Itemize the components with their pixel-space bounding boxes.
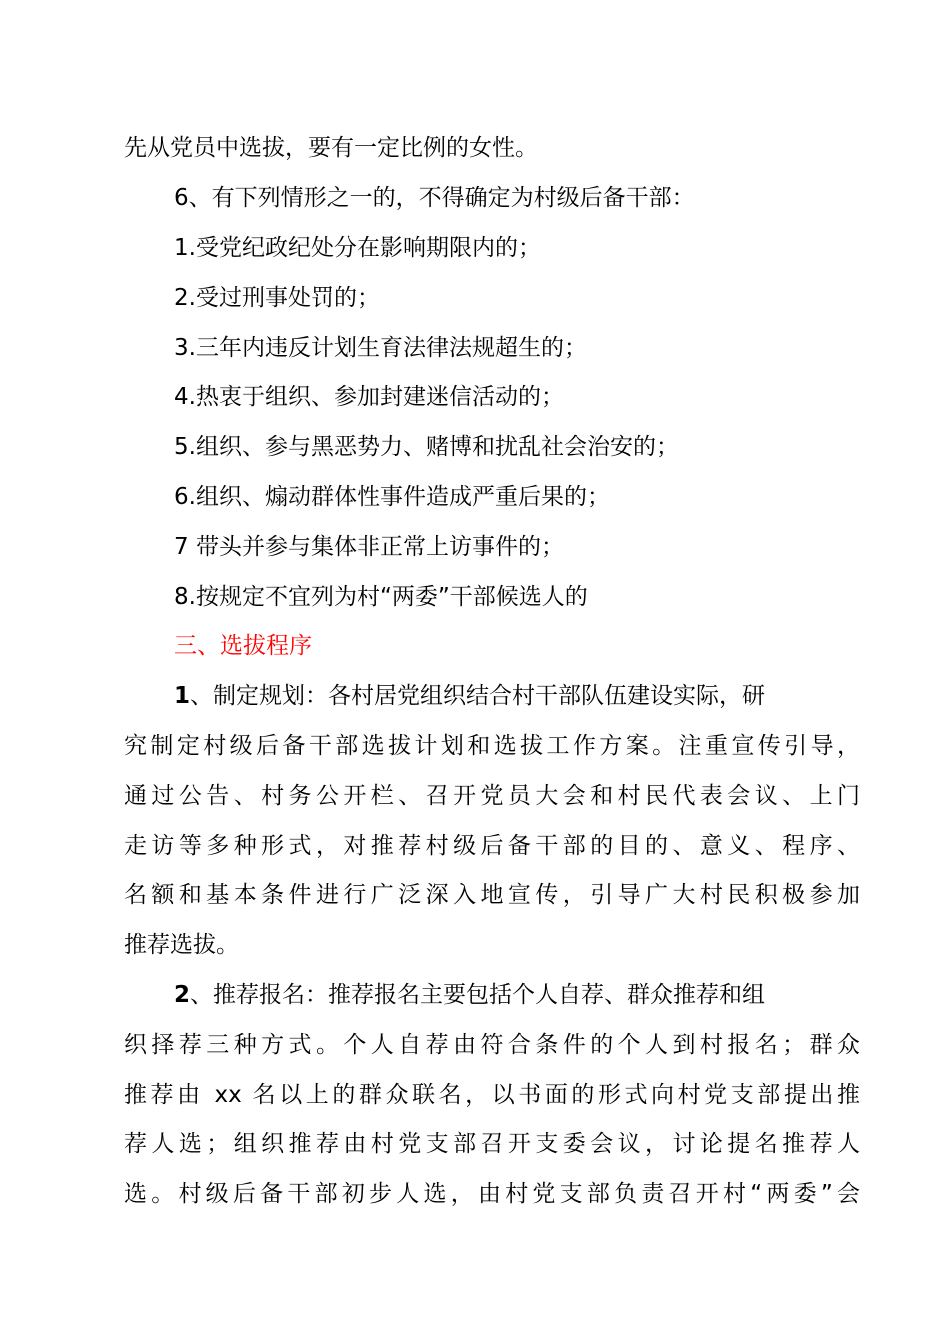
paragraph-line	[124, 781, 860, 811]
line-text: 究制定村级后备干部选拔计划和选拔工作方案。注重宣传引导，	[124, 733, 860, 759]
list-item-text: 1.受党纪政纪处分在影响期限内的；	[174, 235, 541, 261]
line-text: 推荐由 xx 名以上的群众联名，以书面的形式向村党支部提出推	[124, 1082, 860, 1108]
step-number: 2	[174, 982, 191, 1008]
line-text: 先从党员中选拔，要有一定比例的女性。	[124, 135, 538, 161]
paragraph-line	[124, 1129, 860, 1159]
list-item-text: 4.热衷于组织、参加封建迷信活动的；	[174, 384, 564, 410]
list-intro-line	[174, 183, 695, 213]
step-number: 1	[174, 683, 191, 709]
list-item	[174, 482, 610, 512]
paragraph-line	[124, 133, 538, 163]
paragraph-line	[174, 681, 765, 711]
line-text: 名额和基本条件进行广泛深入地宣传，引导广大村民积极参加	[124, 882, 860, 908]
line-text: 选。村级后备干部初步人选，由村党支部负责召开村“两委”会	[124, 1181, 860, 1207]
paragraph-line	[174, 980, 765, 1010]
list-item-text: 3.三年内违反计划生育法律法规超生的；	[174, 335, 587, 361]
list-item	[174, 283, 380, 313]
line-text: 6、有下列情形之一的，不得确定为村级后备干部：	[174, 185, 695, 211]
paragraph-line	[124, 930, 239, 960]
line-text: 织择荐三种方式。个人自荐由符合条件的个人到村报名；群众	[124, 1032, 860, 1058]
list-item-text: 5.组织、参与黑恶势力、赌博和扰乱社会治安的；	[174, 434, 679, 460]
paragraph-line	[124, 1080, 860, 1110]
list-item	[174, 382, 564, 412]
line-text: 、推荐报名：推荐报名主要包括个人自荐、群众推荐和组	[190, 982, 766, 1008]
section-heading-text: 三、选拔程序	[174, 633, 312, 659]
paragraph-line	[124, 831, 860, 861]
paragraph-line	[124, 880, 860, 910]
list-item	[174, 333, 587, 363]
list-item	[174, 532, 564, 562]
list-item	[174, 582, 588, 612]
line-text: 通过公告、村务公开栏、召开党员大会和村民代表会议、上门	[124, 783, 860, 809]
list-item	[174, 233, 541, 263]
paragraph-line	[124, 731, 860, 761]
list-item-text: 6.组织、煽动群体性事件造成严重后果的；	[174, 484, 610, 510]
paragraph-line	[124, 1179, 860, 1209]
section-heading	[174, 631, 312, 661]
line-text: 、制定规划：各村居党组织结合村干部队伍建设实际，研	[190, 683, 766, 709]
list-item-text: 7 带头并参与集体非正常上访事件的；	[174, 534, 564, 560]
line-text: 走访等多种形式，对推荐村级后备干部的目的、意义、程序、	[124, 833, 860, 859]
list-item-text: 8.按规定不宜列为村“两委”干部候选人的	[174, 584, 588, 610]
line-text: 推荐选拔。	[124, 932, 239, 958]
line-text: 荐人选；组织推荐由村党支部召开支委会议，讨论提名推荐人	[124, 1131, 860, 1157]
paragraph-line	[124, 1030, 860, 1060]
list-item-text: 2.受过刑事处罚的；	[174, 285, 380, 311]
list-item	[174, 432, 679, 462]
